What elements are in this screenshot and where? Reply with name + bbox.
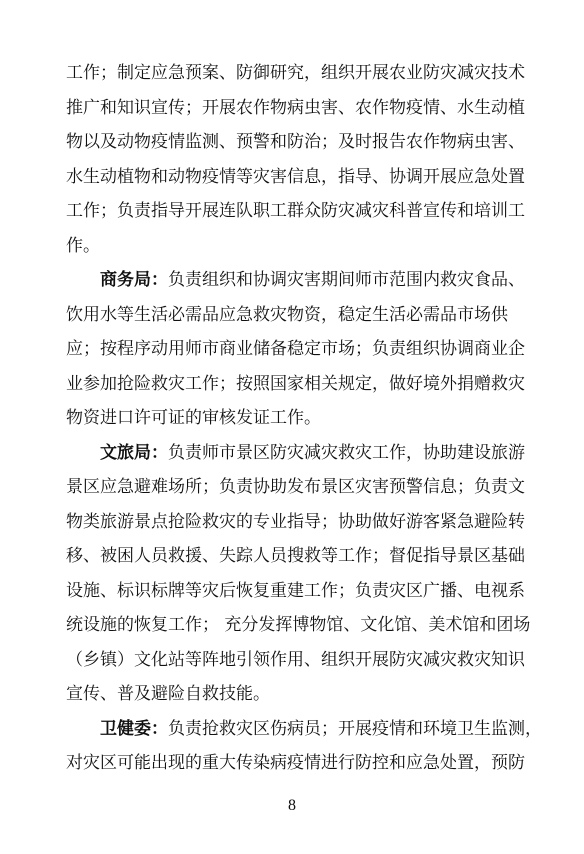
text-line: 物资进口许可证的审核发证工作。 xyxy=(66,408,321,428)
text-line-content: 负责组织和协调灾害期间师市范围内救灾食品、 xyxy=(168,270,525,290)
paragraph-commerce-bureau xyxy=(66,263,525,436)
text-line: 作。 xyxy=(66,235,100,256)
text-line: 宣传、普及避险自救技能。 xyxy=(66,684,270,704)
text-line: 饮用水等生活必需品应急救灾物资，稳定生活必需品市场供 xyxy=(66,304,508,325)
text-line: 工作；制定应急预案、防御研究，组织开展农业防灾减灾技术 xyxy=(66,63,525,83)
text-line: 推广和知识宣传；开展农作物病虫害、农作物疫情、水生动植 xyxy=(66,97,525,118)
section-heading: 卫健委： xyxy=(100,718,168,739)
text-line: 业参加抢险救灾工作；按照国家相关规定，做好境外捐赠救灾 xyxy=(66,373,525,394)
text-line: （乡镇）文化站等阵地引领作用、组织开展防灾减灾救灾知识 xyxy=(66,649,525,670)
text-line: 设施、标识标牌等灾后恢复重建工作；负责灾区广播、电视系 xyxy=(66,580,525,601)
text-line: 物以及动物疫情监测、预警和防治；及时报告农作物病虫害、 xyxy=(66,132,525,152)
text-line: 统设施的恢复工作； 充分发挥博物馆、文化馆、美术馆和团场 xyxy=(66,615,531,635)
text-line xyxy=(66,712,542,747)
section-heading: 商务局： xyxy=(100,270,168,290)
text-line-content: 负责抢救灾区伤病员；开展疫情和环境卫生监测， xyxy=(168,718,542,739)
text-line xyxy=(66,436,525,471)
text-line: 工作；负责指导开展连队职工群众防灾减灾科普宣传和培训工 xyxy=(66,201,525,221)
text-line: 水生动植物和动物疫情等灾害信息，指导、协调开展应急处置 xyxy=(66,166,525,187)
text-line: 物类旅游景点抢险救灾的专业指导；协助做好游客紧急避险转 xyxy=(66,511,525,532)
paragraph-culture-tourism-bureau xyxy=(66,436,531,712)
text-line: 景区应急避难场所；负责协助发布景区灾害预警信息；负责文 xyxy=(66,477,525,497)
section-heading: 文旅局： xyxy=(100,442,168,463)
text-line-content: 负责师市景区防灾减灾救灾工作，协助建设旅游 xyxy=(168,442,525,463)
paragraph-agriculture-continued xyxy=(66,56,525,263)
body-text xyxy=(66,56,542,781)
text-line: 移、被困人员救援、失踪人员搜救等工作；督促指导景区基础 xyxy=(66,546,525,566)
page-number: 8 xyxy=(288,797,296,814)
paragraph-health-commission xyxy=(66,712,542,781)
text-line xyxy=(66,263,525,298)
text-line: 应；按程序动用师市商业储备稳定市场；负责组织协调商业企 xyxy=(66,339,525,359)
text-line: 对灾区可能出现的重大传染病疫情进行防控和应急处置，预防 xyxy=(66,753,525,773)
